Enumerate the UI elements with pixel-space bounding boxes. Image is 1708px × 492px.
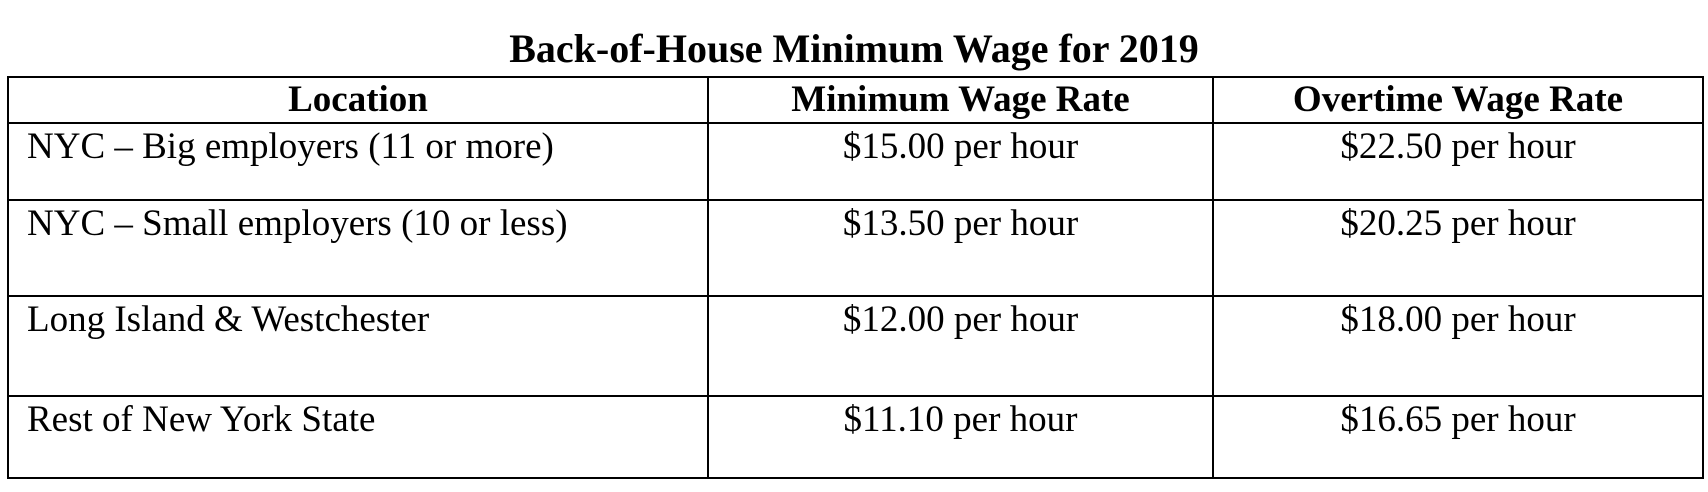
column-header-minimum-wage: Minimum Wage Rate xyxy=(708,77,1213,123)
column-header-location: Location xyxy=(8,77,708,123)
location-cell: NYC – Small employers (10 or less) xyxy=(8,200,708,296)
overtime-wage-cell: $20.25 per hour xyxy=(1213,200,1703,296)
header-row xyxy=(8,77,1703,123)
overtime-wage-cell: $16.65 per hour xyxy=(1213,396,1703,478)
minimum-wage-cell: $15.00 per hour xyxy=(708,123,1213,200)
table-row xyxy=(8,123,1703,200)
page-title: Back-of-House Minimum Wage for 2019 xyxy=(509,26,1199,71)
table-row xyxy=(8,396,1703,478)
wage-table xyxy=(7,76,1704,479)
minimum-wage-cell: $11.10 per hour xyxy=(708,396,1213,478)
location-cell: Rest of New York State xyxy=(8,396,708,478)
table-header xyxy=(8,77,1703,123)
column-header-overtime-wage: Overtime Wage Rate xyxy=(1213,77,1703,123)
minimum-wage-cell: $13.50 per hour xyxy=(708,200,1213,296)
overtime-wage-cell: $18.00 per hour xyxy=(1213,296,1703,396)
overtime-wage-cell: $22.50 per hour xyxy=(1213,123,1703,200)
location-cell: NYC – Big employers (11 or more) xyxy=(8,123,708,200)
table-row xyxy=(8,296,1703,396)
minimum-wage-cell: $12.00 per hour xyxy=(708,296,1213,396)
location-cell: Long Island & Westchester xyxy=(8,296,708,396)
table-row xyxy=(8,200,1703,296)
table-body xyxy=(8,123,1703,478)
